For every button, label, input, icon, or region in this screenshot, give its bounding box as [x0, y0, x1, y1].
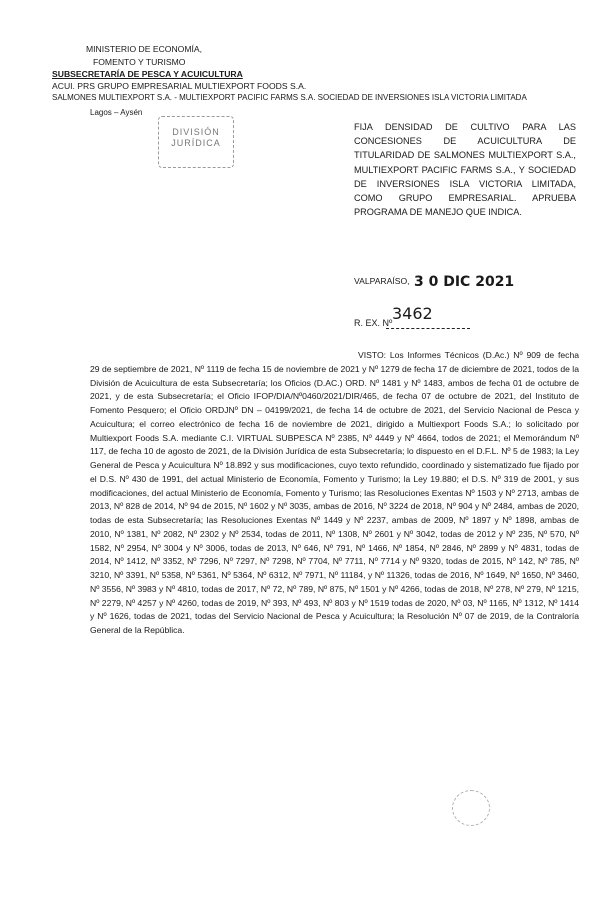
subsecretaria-heading: SUBSECRETARÍA DE PESCA Y ACUICULTURA [52, 69, 243, 79]
location-line: Lagos – Aysén [90, 108, 143, 117]
dateline-city: VALPARAÍSO, [354, 276, 410, 286]
dateline-date-stamp: 3 0 DIC 2021 [414, 274, 515, 290]
resolution-summary: FIJA DENSIDAD DE CULTIVO PARA LAS CONCESIONES DE ACUICULTURA DE TITULARIDAD DE SALMONES MULTIEXPORT S.A., MULTIEXPORT PACIFIC FARMS S.A., Y SOCIEDAD DE INVERSIONES ISLA VICTORIA LIMITADA, COMO GRUPO EMPRESARIAL. APRUEBA PROGRAMA DE MANEJO QUE INDICA. [354, 122, 576, 218]
resolution-number: 3462 [392, 304, 433, 323]
ministry-line-1: MINISTERIO DE ECONOMÍA, [86, 44, 203, 54]
visto-paragraph [90, 349, 579, 638]
division-juridica-stamp [158, 116, 234, 168]
recipients-line-1: ACUI. PRS GRUPO EMPRESARIAL MULTIEXPORT FOODS S.A. [52, 81, 307, 91]
stamp-line-1: DIVISIÓN [172, 127, 220, 137]
visto-lead: VISTO: Los Informes Técnicos (D.Ac.) Nº 909 [358, 350, 541, 360]
visto-body: de fecha 29 de septiembre de 2021, Nº 1119 de fecha 15 de noviembre de 2021 y Nº 1279 de fecha 17 de diciembre de 2021, todos de la División de Acuicultura de esta Subsecretaría; los Oficios (D.AC.) ORD. Nº 1481 y Nº 1483, ambos de fecha 01 de octubre de 2021, y de esta Subsecretaría; el Oficio IFOP/DIA/Nº0460/2021/DIR/465, de fecha 07 de octubre de 2021, del Instituto de Fomento Pesquero; el Oficio ORDJNº DN – 04199/2021, de fecha 14 de octubre de 2021, del Servicio Nacional de Pesca y Acuicultura; el correo electrónico de fecha 16 de noviembre de 2021, dirigido a Multiexport Foods S.A.; lo solicitado por Multiexport Foods S.A. mediante C.I. VIRTUAL SUBPESCA Nº 2385, Nº 4449 y Nº 4664, todos de 2021; el Memorándum Nº 117, de fecha 10 de agosto de 2021, de la División Jurídica de esta Subsecretaría; lo dispuesto en el D.F.L. Nº 5 de 1983; la Ley General de Pesca y Acuicultura Nº 18.892 y sus modificaciones, cuyo texto refundido, coordinado y sistematizado fue fijado por el D.S. Nº 430 de 1991, del actual Ministerio de Economía, Fomento y Turismo; la Ley 19.880; el D.S. Nº 319 de 2001, y sus modificaciones, del actual Ministerio de Economía, Fomento y Turismo; las Resoluciones Exentas Nº 1503 y Nº 2713, ambas de 2013, Nº 828 de 2014, Nº 94 de 2015, Nº 1602 y Nº 3035, ambas de 2016, Nº 3224 de 2018, Nº 904 y Nº 2484, ambas de 2020, todas de esta Subsecretaría; las Resoluciones Exentas Nº 1449 y Nº 2237, ambas de 2009, Nº 1897 y Nº 1898, ambas de 2010, Nº 1381, Nº 2082, Nº 2302 y Nº 2534, todas de 2011, Nº 1308, Nº 2601 y Nº 3042, todas de 2012 y Nº 235, Nº 570, Nº 1582, Nº 2954, Nº 3004 y Nº 3006, todas de 2013, Nº 646, Nº 791, Nº 1466, Nº 1854, Nº 2846, Nº 2899 y Nº 4831, todas de 2014, Nº 1412, Nº 3352, Nº 7296, Nº 7297, Nº 7298, Nº 7704, Nº 7711, Nº 7714 y Nº 9320, todas de 2015, Nº 142, Nº 785, Nº 3210, Nº 3391, Nº 5358, Nº 5361, Nº 5364, Nº 6312, Nº 7971, Nº 11184, y Nº 11326, todas de 2016, Nº 1649, Nº 1650, Nº 3460, Nº 3556, Nº 3983 y Nº 4810, todas de 2017, Nº 72, Nº 789, Nº 875, Nº 1501 y Nº 4266, todas de 2018, Nº 278, Nº 279, Nº 1215, Nº 2279, Nº 4257 y Nº 4260, todas de 2019, Nº 393, Nº 493, Nº 803 y Nº 1519 todas de 2020, Nº 03, Nº 1165, Nº 1312, Nº 1414 y Nº 1626, todas de 2021, todas del Servicio Nacional de Pesca y Acuicultura; la Resolución Nº 07 de 2019, de la Contraloría General de la República. [90, 350, 579, 635]
resolution-label: R. EX. Nº [354, 318, 393, 328]
resolution-underline [386, 328, 470, 329]
stamp-line-2: JURÍDICA [171, 138, 221, 148]
ministry-line-2: FOMENTO Y TURISMO [93, 57, 186, 67]
recipients-line-2: SALMONES MULTIEXPORT S.A. - MULTIEXPORT PACIFIC FARMS S.A. SOCIEDAD DE INVERSIONES ISLA VICTORIA LIMITADA [52, 93, 527, 102]
ink-seal-mark [452, 790, 490, 826]
